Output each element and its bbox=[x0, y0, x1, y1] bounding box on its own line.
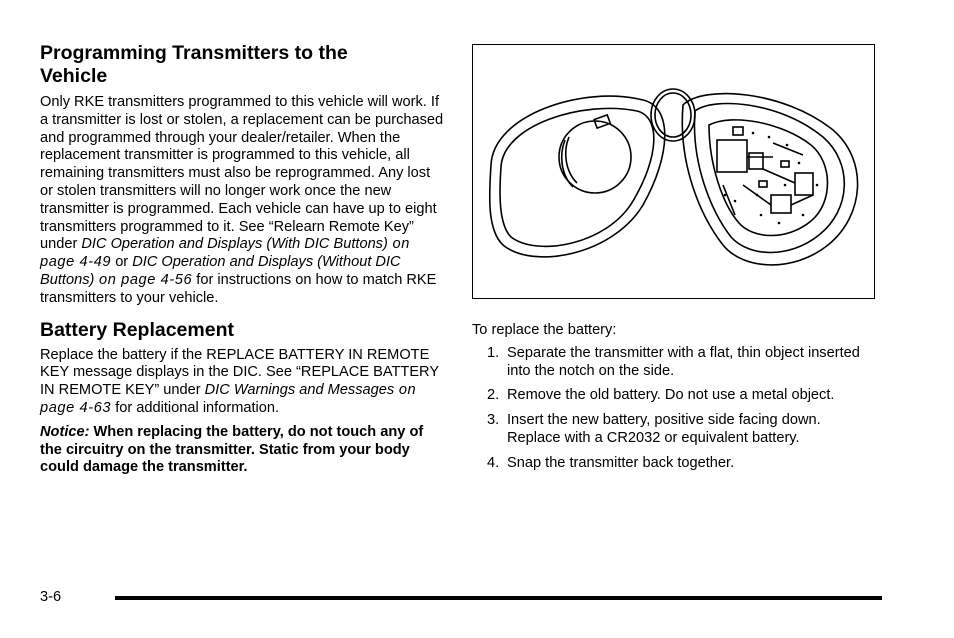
open-transmitter-drawing bbox=[473, 45, 876, 300]
left-housing-outer bbox=[490, 96, 665, 257]
battery-text-b: for additional information. bbox=[111, 399, 280, 416]
programming-text-a: Only RKE transmitters programmed to this vehicle will work. If a transmitter is lost or stolen, a replacement can be purchased and programmed through your dealer/retailer. When the replacement transmitter is programmed to this vehicle, all remaining transmitters must also be reprogrammed. Any lost or stolen transmitters will no longer work once the new transmitter is programmed. Each vehicle can have up to eight transmitters programmed to it. See “Relearn Remote Key” under bbox=[40, 94, 444, 253]
key-ring bbox=[651, 89, 695, 141]
step-number: 2. bbox=[487, 387, 500, 404]
battery-paragraph bbox=[40, 347, 445, 418]
steps-intro: To replace the battery: bbox=[472, 322, 617, 338]
notice-paragraph bbox=[40, 424, 445, 477]
or-text: or bbox=[111, 254, 133, 271]
page-number: 3-6 bbox=[40, 589, 62, 605]
programming-text-b: for instructions on how to match RKE transmitters to your vehicle. bbox=[40, 271, 437, 306]
step-text: Remove the old battery. Do not use a metal object. bbox=[507, 387, 835, 404]
ref-dic-warnings[interactable]: DIC Warnings and Messages on page 4-63 bbox=[40, 382, 417, 416]
transmitter-illustration bbox=[472, 44, 875, 299]
step-number: 3. bbox=[487, 412, 500, 429]
battery-text-a: Replace the battery if the REPLACE BATTERY IN REMOTE KEY message displays in the DIC. See “REPLACE BATTERY IN REMOTE KEY” under bbox=[40, 346, 439, 399]
right-column bbox=[472, 44, 878, 480]
right-housing-outer bbox=[682, 94, 857, 265]
steps-list bbox=[472, 345, 878, 473]
left-column bbox=[40, 42, 445, 477]
ref-dic-without-buttons[interactable]: DIC Operation and Displays (Without DIC Buttons) on page 4-56 bbox=[40, 254, 401, 288]
programming-paragraph bbox=[40, 94, 445, 308]
list-item bbox=[472, 387, 878, 405]
heading-programming-transmitters: Programming Transmitters to the Vehicle bbox=[40, 42, 348, 87]
notice-label: Notice: bbox=[40, 423, 90, 440]
left-housing-inner bbox=[500, 108, 654, 246]
list-item bbox=[472, 345, 878, 381]
step-text: Snap the transmitter back together. bbox=[507, 454, 735, 471]
step-number: 1. bbox=[487, 344, 500, 361]
list-item bbox=[472, 455, 878, 473]
list-item bbox=[472, 412, 878, 448]
heading-battery-replacement: Battery Replacement bbox=[40, 318, 234, 341]
footer-rule bbox=[115, 596, 882, 600]
ref-dic-with-buttons[interactable]: DIC Operation and Displays (With DIC Buttons) on page 4-49 bbox=[40, 236, 410, 271]
notice-text: When replacing the battery, do not touch any of the circuitry on the transmitter. Static from your body could damage the transmitter. bbox=[40, 423, 424, 476]
step-text: Insert the new battery, positive side facing down. Replace with a CR2032 or equivalent battery. bbox=[507, 412, 821, 446]
step-number: 4. bbox=[487, 454, 500, 471]
step-text: Separate the transmitter with a flat, thin object inserted into the notch on the side. bbox=[507, 344, 860, 379]
